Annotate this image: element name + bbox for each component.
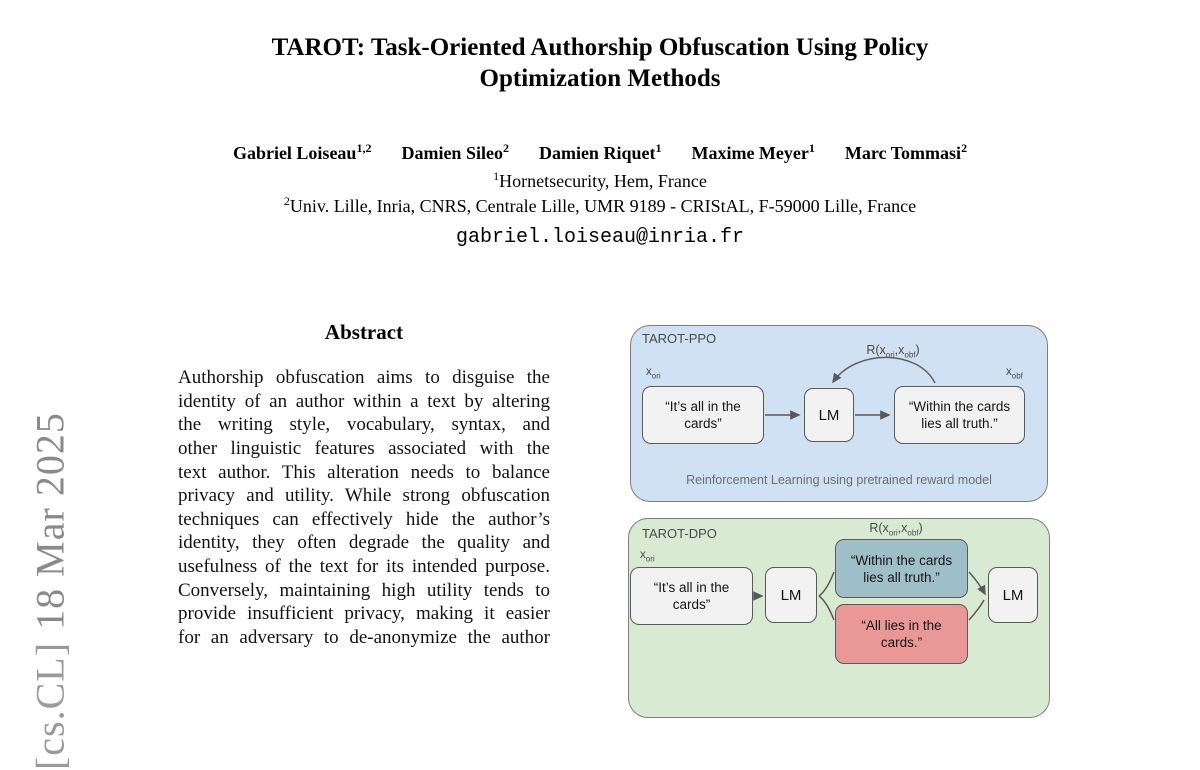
dpo-lm-box: LM [765,567,817,623]
abstract-line: privacy and utility. While strong obfuscation [178,485,550,507]
author-list [0,141,1200,164]
abstract-line: identity of an author within a text by altering [178,390,550,412]
abstract-text [178,366,550,650]
author-affiliation-sup: 1 [655,141,662,155]
arxiv-date-watermark: 18 Mar 2025 [27,412,73,630]
abstract-line: the writing style, vocabulary, syntax, and [178,414,550,436]
ppo-panel-label: TAROT-PPO [642,331,717,346]
dpo-input-box: “It’s all in the cards” [630,567,753,625]
ppo-output-box: “Within the cards lies all truth.” [894,386,1025,444]
figure-tarot-diagram [622,320,1062,648]
ppo-x-obf-label: $x_{obf}$ [1006,366,1023,381]
dpo-reward-label: $R(x_{ori},x_{obf})$ [869,521,923,538]
author-affiliation-sup: 1 [808,141,815,155]
ppo-x-ori-label: $x_{ori}$ [646,366,661,381]
author-affiliation-sup: 2 [961,141,968,155]
abstract-line: text author. This alteration needs to balance [178,461,550,483]
author [401,141,509,164]
title-line-1: TAROT: Task-Oriented Authorship Obfuscation Using Policy [271,34,929,61]
author-name: Damien Riquet [538,143,656,163]
dpo-x-ori-label: $x_{ori}$ [640,549,655,564]
author-affiliation-sup: 1,2 [356,141,372,155]
author-name: Marc Tommasi [844,143,962,163]
arxiv-category-watermark: [cs.CL] [27,641,73,770]
abstract-line: usefulness of the text for its intended purpose. [178,556,550,578]
abstract-heading: Abstract [324,320,404,344]
dpo-lm2-box: LM [988,567,1038,623]
dpo-rejected-box: “All lies in the cards.” [835,604,968,664]
dpo-panel-label: TAROT-DPO [642,526,717,541]
abstract-line: provide insufficient privacy, making it easier [178,603,550,625]
abstract-line: for an adversary to de-anonymize the author [178,627,550,649]
ppo-lm-box: LM [804,388,854,442]
author [233,141,372,164]
author-affiliation-sup: 2 [502,141,509,155]
author-name: Gabriel Loiseau [232,143,357,163]
affiliation-1: $^1$Hornetsecurity, Hem, France [493,169,707,191]
page-title [0,32,1200,94]
dpo-chosen-box: “Within the cards lies all truth.” [835,539,968,598]
ppo-reward-label: $R(x_{ori},x_{obf})$ [866,343,920,360]
ppo-caption: Reinforcement Learning using pretrained reward model [686,473,992,487]
abstract-line: Conversely, maintaining high utility tends to [178,579,550,601]
abstract-line: Authorship obfuscation aims to disguise the [178,367,550,388]
author [691,141,814,164]
abstract-line: techniques can effectively hide the author’s [178,508,550,530]
title-line-2: Optimization Methods [479,65,721,92]
affiliation-2: $^2$Univ. Lille, Inria, CNRS, Centrale Lille, UMR 9189 - CRIStAL, F-59000 Lille, France [283,194,917,216]
abstract-line: other linguistic features associated with the [178,437,550,459]
author [539,141,662,164]
author-name: Damien Sileo [401,143,503,163]
abstract-line: identity, they often degrade the quality and [178,532,550,554]
ppo-input-box: “It’s all in the cards” [642,386,764,444]
contact-email: gabriel.loiseau@inria.fr [455,226,745,249]
author [845,141,967,164]
author-name: Maxime Meyer [691,143,809,163]
